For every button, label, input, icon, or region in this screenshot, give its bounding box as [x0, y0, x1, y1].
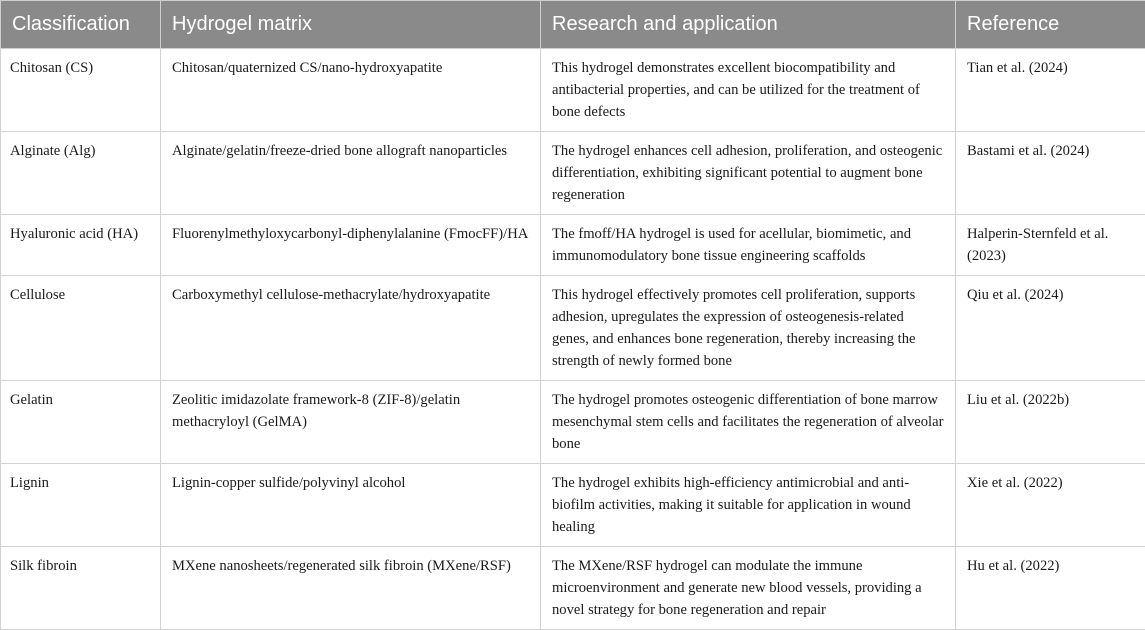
- cell-reference: Tian et al. (2024): [956, 49, 1145, 132]
- cell-reference: Bastami et al. (2024): [956, 132, 1145, 215]
- table-row: [1, 381, 1145, 464]
- table-row: [1, 547, 1145, 630]
- header-classification: Classification: [1, 1, 161, 49]
- cell-matrix: Zeolitic imidazolate framework-8 (ZIF-8)/gelatin methacryloyl (GelMA): [161, 381, 541, 464]
- header-matrix: Hydrogel matrix: [161, 1, 541, 49]
- header-row: [1, 1, 1145, 49]
- cell-classification: Cellulose: [1, 276, 161, 381]
- cell-matrix: Lignin-copper sulfide/polyvinyl alcohol: [161, 464, 541, 547]
- table-row: [1, 464, 1145, 547]
- cell-matrix: MXene nanosheets/regenerated silk fibroin (MXene/RSF): [161, 547, 541, 630]
- table-header: [1, 1, 1145, 49]
- cell-research: The fmoff/HA hydrogel is used for acellular, biomimetic, and immunomodulatory bone tissue engineering scaffolds: [541, 215, 956, 276]
- table-row: [1, 49, 1145, 132]
- cell-matrix: Fluorenylmethyloxycarbonyl-diphenylalanine (FmocFF)/HA: [161, 215, 541, 276]
- cell-classification: Chitosan (CS): [1, 49, 161, 132]
- cell-reference: Qiu et al. (2024): [956, 276, 1145, 381]
- cell-classification: Silk fibroin: [1, 547, 161, 630]
- table-row: [1, 132, 1145, 215]
- cell-classification: Alginate (Alg): [1, 132, 161, 215]
- cell-reference: Halperin-Sternfeld et al. (2023): [956, 215, 1145, 276]
- cell-reference: Liu et al. (2022b): [956, 381, 1145, 464]
- cell-matrix: Chitosan/quaternized CS/nano-hydroxyapatite: [161, 49, 541, 132]
- cell-matrix: Carboxymethyl cellulose-methacrylate/hydroxyapatite: [161, 276, 541, 381]
- cell-matrix: Alginate/gelatin/freeze-dried bone allograft nanoparticles: [161, 132, 541, 215]
- cell-research: This hydrogel effectively promotes cell proliferation, supports adhesion, upregulates the expression of osteogenesis-related genes, and enhances bone regeneration, thereby increasing the strength of newly formed bone: [541, 276, 956, 381]
- cell-research: This hydrogel demonstrates excellent biocompatibility and antibacterial properties, and can be utilized for the treatment of bone defects: [541, 49, 956, 132]
- cell-reference: Hu et al. (2022): [956, 547, 1145, 630]
- table-row: [1, 215, 1145, 276]
- table-body: [1, 49, 1145, 630]
- header-research: Research and application: [541, 1, 956, 49]
- cell-classification: Lignin: [1, 464, 161, 547]
- cell-research: The hydrogel promotes osteogenic differentiation of bone marrow mesenchymal stem cells and facilitates the regeneration of alveolar bone: [541, 381, 956, 464]
- cell-reference: Xie et al. (2022): [956, 464, 1145, 547]
- cell-research: The MXene/RSF hydrogel can modulate the immune microenvironment and generate new blood vessels, providing a novel strategy for bone regeneration and repair: [541, 547, 956, 630]
- cell-research: The hydrogel enhances cell adhesion, proliferation, and osteogenic differentiation, exhibiting significant potential to augment bone regeneration: [541, 132, 956, 215]
- table-row: [1, 276, 1145, 381]
- cell-classification: Hyaluronic acid (HA): [1, 215, 161, 276]
- cell-classification: Gelatin: [1, 381, 161, 464]
- cell-research: The hydrogel exhibits high-efficiency antimicrobial and anti-biofilm activities, making it suitable for application in wound healing: [541, 464, 956, 547]
- header-reference: Reference: [956, 1, 1145, 49]
